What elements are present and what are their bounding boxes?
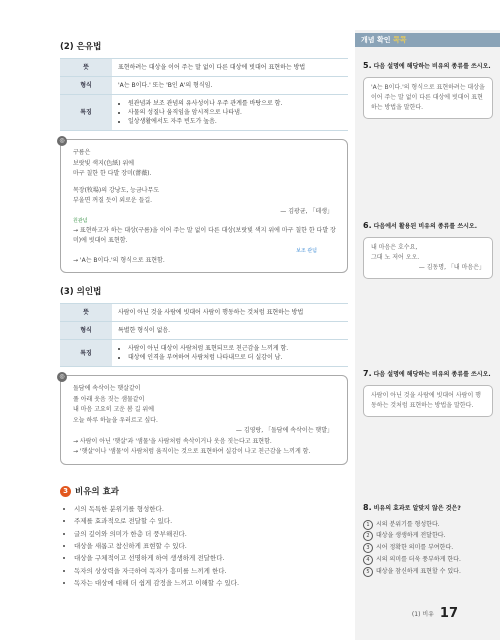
question-box-text: 'A는 B이다.'의 형식으로 표현하려는 대상을 이어 주는 말 없이 다른 대상에 빗대어 표현하는 방법을 말한다. [371,83,485,112]
question-number: 6. [363,221,372,230]
row-key: 형식 [60,322,112,340]
tag-original-idea: 원관념 [73,218,88,224]
list-item: • 글의 깊이와 의미가 한층 더 풍부해진다. [74,528,348,540]
question-number: 8. [363,503,372,512]
table-row [60,77,348,95]
question-box [363,237,493,280]
effects-section [60,485,348,589]
example-box-personification [60,375,348,465]
effects-list [60,503,348,589]
question-box [363,77,493,120]
example-icon: ◎ [57,136,67,146]
list-item: • 대상을 새롭고 참신하게 표현할 수 있다. [74,540,348,552]
option-label: 시어 정확한 의미를 부여한다. [376,544,454,552]
options-list [363,519,493,577]
table-row [60,304,348,322]
poem-line: 마구 칠한 한 다발 장미(薔薇). [73,170,152,177]
question-text: 다음 설명에 해당하는 비유의 종류를 쓰시오. [373,371,491,378]
poem-line: 부울면 꺼질 듯이 외로운 들길. [73,197,153,204]
sidebar-header-accent: 콕콕 [392,36,407,44]
effects-title: 비유의 효과 [75,487,120,497]
question-number: 5. [363,61,372,70]
question-box [363,385,493,417]
section-title-metaphor: (2) 은유법 [60,42,102,52]
sidebar-header [355,33,500,47]
question-5 [363,60,493,119]
option-4[interactable] [363,554,493,566]
option-label: 시의 분위기를 형성한다. [376,520,440,528]
option-label: 대상을 참신하게 표현할 수 있다. [376,567,461,575]
row-value [112,95,348,131]
option-1[interactable] [363,519,493,531]
row-value: 특별한 형식이 없음. [112,322,348,340]
row-key: 특징 [60,340,112,367]
example-box-metaphor [60,139,348,273]
poem-line: 목장(牧場)의 강낭도, 능금나무도 [73,186,160,194]
option-number-icon: 2 [363,531,373,541]
list-item: • 사람이 아닌 대상이 사람처럼 표현되므로 친근감을 느끼게 함. [128,344,342,353]
list-item: • 주제를 효과적으로 전달할 수 있다. [74,515,348,527]
example-icon: ◎ [57,372,67,382]
poem-line: 오늘 하루 하늘을 우러르고 싶다. [73,416,158,424]
table-row [60,340,348,367]
list-item: • 독자의 상상력을 자극하여 독자가 흥미를 느끼게 한다. [74,565,348,577]
row-value: 'A는 B이다.' 또는 'B인 A'의 형식임. [112,77,348,95]
poem-attribution: — 김영랑, 「돌담에 속삭이는 햇발」 [235,427,333,434]
question-8 [363,502,493,577]
metaphor-definition-table [60,58,348,131]
list-item: • 원관념과 보조 관념의 유사성이나 우주 관계를 바탕으로 함. [128,99,342,108]
poem-line: 그대 노 저어 오오. [371,253,420,261]
option-label: 시의 의미를 더욱 풍부하게 한다. [376,555,461,563]
question-text: 다음에서 활용된 비유의 종류를 쓰시오. [373,223,477,230]
row-value [112,340,348,367]
page-footer [412,606,458,621]
question-7 [363,368,493,417]
row-key: 뜻 [60,59,112,77]
section-number-badge: 3 [60,486,71,497]
row-key: 특징 [60,95,112,131]
list-item: • 대상에 인격을 부여하여 사람처럼 나타내므로 더 실감이 남. [128,353,342,362]
list-item: • 시의 독특한 분위기를 형성한다. [74,503,348,515]
poem-line: 돌담에 속삭이는 햇살같이 [73,385,141,392]
explanation-line: → 사람이 아닌 '햇살'과 '샘물'을 사람처럼 속삭이거나 웃음 짓는다고 표현함. [73,437,272,445]
option-3[interactable] [363,542,493,554]
row-value: 사람이 아닌 것을 사람에 빗대어 사람이 행동하는 것처럼 표현하는 방법 [112,304,348,322]
option-2[interactable] [363,530,493,542]
main-column [60,40,348,465]
explanation-line: → '햇살'이나 '샘물'이 사람처럼 움직이는 것으로 표현하여 실감이 나고 친근감을 느끼게 함. [73,448,311,455]
option-5[interactable] [363,566,493,578]
personification-definition-table [60,303,348,367]
concept-check-sidebar [355,30,500,640]
option-number-icon: 4 [363,555,373,565]
option-label: 대상을 생생하게 전달한다. [376,532,446,540]
tag-auxiliary-idea: 보조 관념 [296,247,317,254]
question-6 [363,220,493,279]
table-row [60,59,348,77]
list-item: • 대상을 구체적이고 선명하게 하여 생생하게 전달한다. [74,552,348,564]
row-key: 뜻 [60,304,112,322]
row-key: 형식 [60,77,112,95]
section-title-personification: (3) 의인법 [60,287,102,297]
row-value: 표현하려는 대상을 이어 주는 말 없이 다른 대상에 빗대어 표현하는 방법 [112,59,348,77]
poem-line: 구름은 [73,149,91,156]
page-number: 17 [439,606,458,621]
list-item: • 사물의 성질나 움직임을 암시적으로 나타냄. [128,108,342,117]
explanation-line: → 'A는 B이다.'의 형식으로 표현함. [73,256,165,264]
poem-line: 내 마음은 호수요, [371,243,418,251]
question-text: 비유의 효과로 알맞지 않은 것은? [373,505,461,512]
option-number-icon: 5 [363,567,373,577]
poem-attribution: — 김동명, 「내 마음은」 [418,264,485,272]
effects-heading [60,485,348,497]
explanation-line: → 표현하고자 하는 대상(구름)을 이어 주는 말 없이 다른 대상(보랏빛 색지 위에 마구 칠한 한 다발 장미)에 빗대어 표현함. [73,226,336,245]
list-item: • 일상생활에서도 자주 빈도가 높음. [128,117,342,126]
poem-line: 보랏빛 색지(色紙) 위에 [73,159,135,167]
table-row [60,95,348,131]
poem-line: 풀 아래 웃음 짓는 샘물같이 [73,395,145,403]
poem-attribution: — 김광균, 「데생」 [280,207,333,215]
option-number-icon: 3 [363,543,373,553]
question-text: 다음 설명에 해당하는 비유의 종류를 쓰시오. [373,63,491,70]
question-number: 7. [363,369,372,378]
sidebar-header-label: 개념 확인 [361,36,391,44]
option-number-icon: 1 [363,520,373,530]
poem-line: 내 마음 고요히 고운 봄 길 위에 [73,406,154,413]
footer-section-label: (1) 비유 [411,611,434,618]
list-item: • 독자는 대상에 대해 더 쉽게 감정을 느끼고 이해할 수 있다. [74,577,348,589]
question-box-text: 사람이 아닌 것을 사람에 빗대어 사람이 행동하는 것처럼 표현하는 방법을 말한다. [371,391,481,409]
table-row [60,322,348,340]
